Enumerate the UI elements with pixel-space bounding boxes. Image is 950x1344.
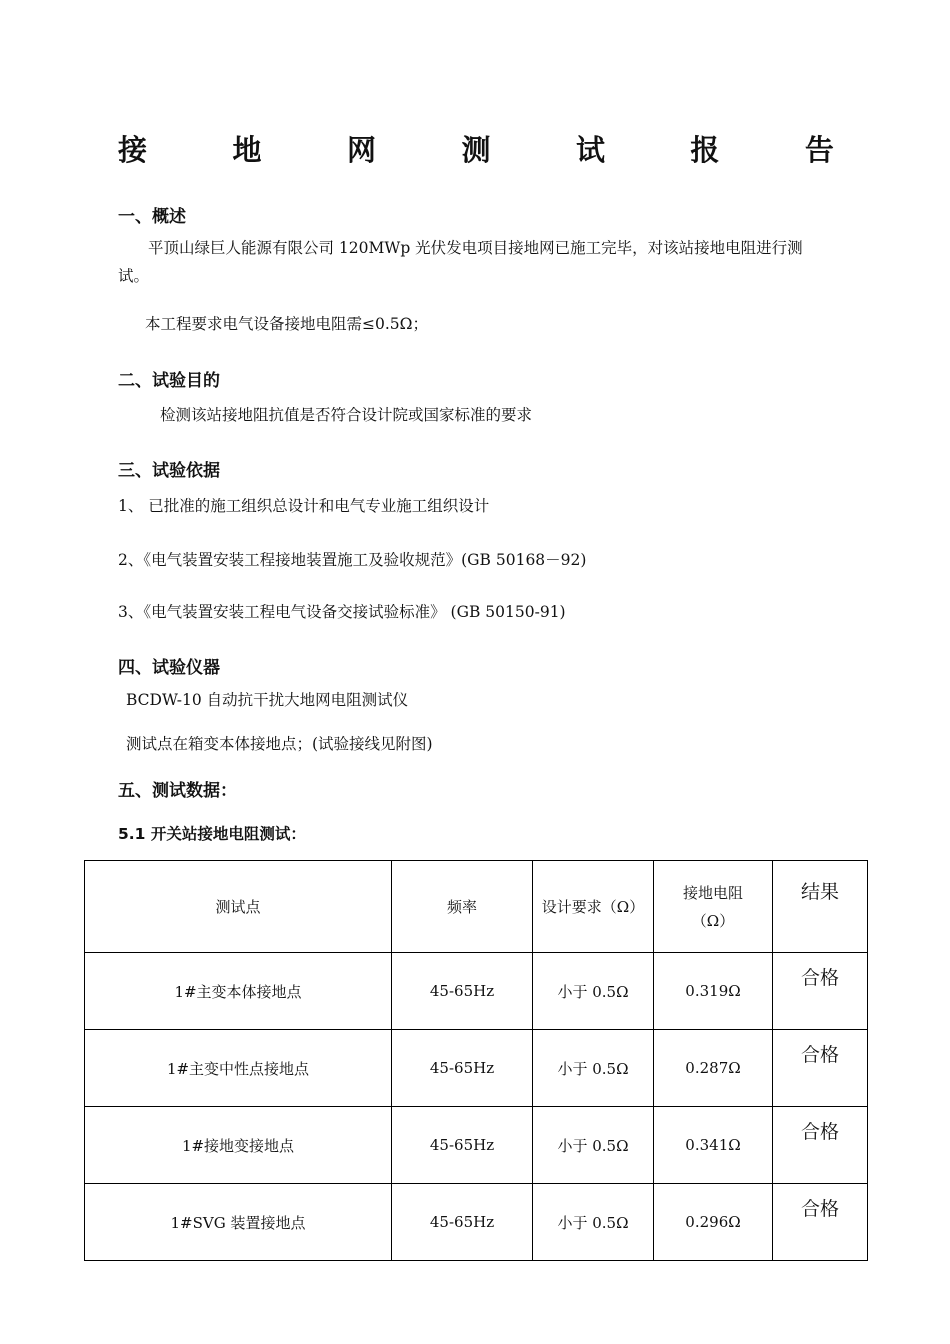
cell-resistance: 0.287Ω <box>654 1030 773 1107</box>
cell-test-point: 1#主变本体接地点 <box>85 953 392 1030</box>
cell-requirement: 小于 0.5Ω <box>533 953 654 1030</box>
cell-resistance: 0.296Ω <box>654 1184 773 1261</box>
cell-frequency: 45-65Hz <box>392 1107 533 1184</box>
cell-result: 合格 <box>773 1030 868 1107</box>
section-2-heading: 二、试验目的 <box>118 371 220 391</box>
section-1-heading: 一、概述 <box>118 207 186 227</box>
cell-result: 合格 <box>773 1107 868 1184</box>
cell-frequency: 45-65Hz <box>392 953 533 1030</box>
title-char: 接 <box>118 133 148 167</box>
cell-result: 合格 <box>773 953 868 1030</box>
cell-frequency: 45-65Hz <box>392 1030 533 1107</box>
purpose-text: 检测该站接地阻抗值是否符合设计院或国家标准的要求 <box>160 406 533 424</box>
cell-test-point: 1#SVG 装置接地点 <box>85 1184 392 1261</box>
requirement-text: 本工程要求电气设备接地电阻需≤0.5Ω； <box>145 315 428 333</box>
basis-item-3: 3、《电气装置安装工程电气设备交接试验标准》 (GB 50150-91) <box>118 603 566 621</box>
header-resistance <box>654 861 773 953</box>
cell-test-point: 1#接地变接地点 <box>85 1107 392 1184</box>
cell-requirement: 小于 0.5Ω <box>533 1030 654 1107</box>
report-title <box>118 128 834 169</box>
title-char: 报 <box>690 133 720 167</box>
header-result: 结果 <box>773 861 868 953</box>
table-row <box>85 1107 868 1184</box>
basis-item-2: 2、《电气装置安装工程接地装置施工及验收规范》(GB 50168－92) <box>118 551 587 569</box>
overview-line-2: 试。 <box>118 267 150 285</box>
header-test-point: 测试点 <box>85 861 392 953</box>
cell-requirement: 小于 0.5Ω <box>533 1107 654 1184</box>
cell-resistance: 0.319Ω <box>654 953 773 1030</box>
cell-frequency: 45-65Hz <box>392 1184 533 1261</box>
cell-result: 合格 <box>773 1184 868 1261</box>
overview-line-1: 平顶山绿巨人能源有限公司 120MWp 光伏发电项目接地网已施工完毕，对该站接地电阻进行测 <box>148 239 803 257</box>
title-char: 地 <box>232 133 262 167</box>
section-5-heading: 五、测试数据： <box>118 781 237 801</box>
section-4-heading: 四、试验仪器 <box>118 658 220 678</box>
title-char: 试 <box>575 133 605 167</box>
test-point-text: 测试点在箱变本体接地点；(试验接线见附图) <box>126 735 433 753</box>
instrument-text: BCDW-10 自动抗干扰大地网电阻测试仪 <box>126 691 409 709</box>
subsection-heading: 5.1 开关站接地电阻测试： <box>118 825 306 843</box>
header-resistance-line-2: （Ω） <box>691 911 735 930</box>
table-row <box>85 1030 868 1107</box>
header-resistance-line-1: 接地电阻 <box>682 883 743 902</box>
header-frequency: 频率 <box>392 861 533 953</box>
title-char: 网 <box>346 133 376 167</box>
table-row <box>85 1184 868 1261</box>
title-char: 测 <box>461 133 491 167</box>
basis-item-1: 1、 已批准的施工组织总设计和电气专业施工组织设计 <box>118 497 490 515</box>
header-design-requirement: 设计要求（Ω） <box>533 861 654 953</box>
cell-resistance: 0.341Ω <box>654 1107 773 1184</box>
cell-test-point: 1#主变中性点接地点 <box>85 1030 392 1107</box>
cell-requirement: 小于 0.5Ω <box>533 1184 654 1261</box>
table-row <box>85 953 868 1030</box>
grounding-resistance-table <box>84 860 868 1261</box>
table-header-row <box>85 861 868 953</box>
section-3-heading: 三、试验依据 <box>118 461 220 481</box>
title-char: 告 <box>804 133 834 167</box>
